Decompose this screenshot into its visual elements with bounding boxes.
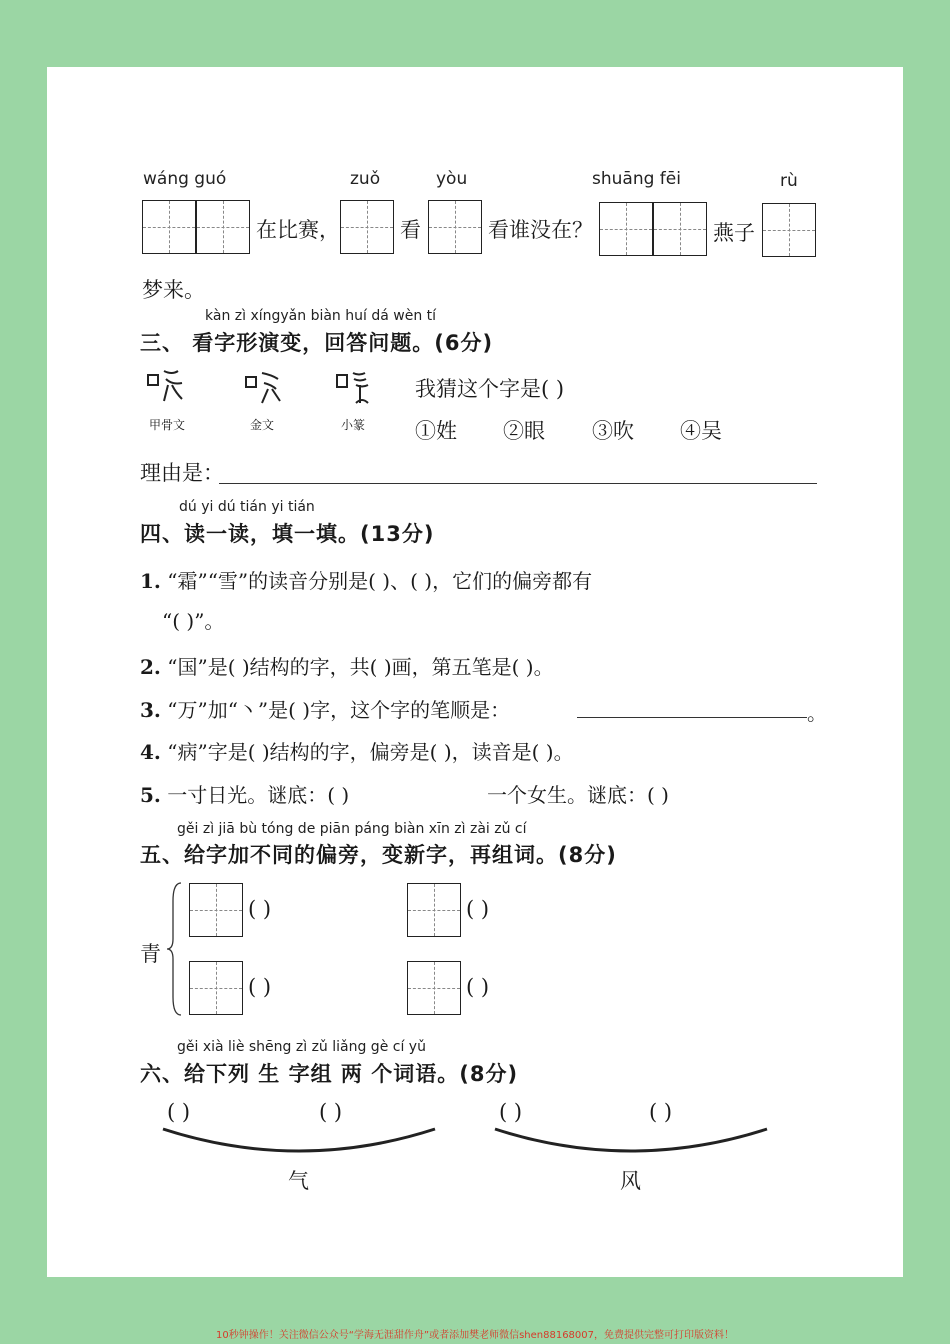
- option-2[interactable]: ②眼: [503, 419, 545, 443]
- pinyin-you: yòu: [436, 169, 468, 189]
- writing-box[interactable]: [189, 883, 243, 937]
- writing-box[interactable]: [653, 202, 707, 256]
- writing-box[interactable]: [189, 961, 243, 1015]
- writing-box[interactable]: [762, 203, 816, 257]
- character-qi: 气: [288, 1169, 309, 1193]
- poem-text: 梦来。: [142, 278, 205, 302]
- question-5-number: 5.: [140, 783, 161, 807]
- section5-pinyin: gěi zì jiā bù tóng de piān páng biàn xīn zì zài zǔ cí: [177, 821, 527, 837]
- arc-connector-icon: [161, 1125, 437, 1155]
- question-4-text: “病”字是( )结构的字，偏旁是( )，读音是( )。: [167, 740, 574, 764]
- word-paren: ( ): [167, 1100, 191, 1124]
- question-3-number: 3.: [140, 698, 161, 722]
- option-4[interactable]: ④吴: [680, 419, 722, 443]
- seal-glyph: [334, 369, 374, 412]
- poem-text: 看谁没在？: [488, 218, 593, 242]
- section4-pinyin: dú yi dú tián yi tián: [179, 499, 315, 515]
- writing-box[interactable]: [428, 200, 482, 254]
- question-2: [140, 651, 554, 680]
- section6-title: 六、给下列 生 字组 两 个词语。(8分): [140, 1062, 519, 1086]
- question-1: [140, 565, 592, 594]
- pinyin-zuo: zuǒ: [350, 169, 381, 189]
- question-5-riddle-a: 一寸日光。谜底：( ): [167, 783, 350, 807]
- poem-text: 在比赛，: [256, 218, 340, 242]
- question-3: [140, 694, 510, 723]
- question-5-riddle-b: 一个女生。谜底：( ): [487, 783, 669, 807]
- footer-notice: 10秒钟操作！关注微信公众号“学海无涯甜作舟”或者添加樊老师微信shen88168007，免费提供完整可打印版资料！: [215, 1330, 735, 1341]
- option-3[interactable]: ③吹: [592, 419, 634, 443]
- question-4-number: 4.: [140, 740, 161, 764]
- label-jiaguwen: 甲骨文: [149, 418, 186, 432]
- oracle-bone-glyph: [144, 367, 188, 410]
- poem-text: 燕子: [713, 221, 755, 245]
- word-paren: ( ): [466, 897, 490, 921]
- arc-connector-icon: [493, 1125, 769, 1155]
- question-1-cont: “( )”。: [162, 609, 225, 633]
- writing-box[interactable]: [142, 200, 196, 254]
- writing-box[interactable]: [599, 202, 653, 256]
- guess-question: 我猜这个字是( ): [415, 377, 565, 401]
- reason-label: 理由是：: [140, 461, 224, 485]
- section3-title: 三、 看字形演变，回答问题。(6分): [140, 331, 494, 355]
- word-paren: ( ): [499, 1100, 523, 1124]
- question-1-number: 1.: [140, 569, 161, 593]
- poem-text: 看: [400, 218, 421, 242]
- section5-title: 五、给字加不同的偏旁，变新字，再组词。(8分): [140, 843, 617, 867]
- section6-pinyin: gěi xià liè shēng zì zǔ liǎng gè cí yǔ: [177, 1039, 426, 1055]
- question-2-text: “国”是( )结构的字，共( )画，第五笔是( )。: [167, 655, 554, 679]
- writing-box[interactable]: [407, 961, 461, 1015]
- question-3-text: “万”加“丶”是( )字，这个字的笔顺是：: [167, 698, 511, 722]
- question-5: [140, 779, 349, 808]
- reason-answer-line[interactable]: [219, 462, 817, 484]
- section4-title: 四、读一读，填一填。(13分): [140, 522, 435, 546]
- brace-icon: [167, 881, 183, 1017]
- pinyin-shuangfei: shuāng fēi: [592, 169, 681, 189]
- stroke-order-line[interactable]: [577, 695, 807, 718]
- label-jinwen: 金文: [250, 418, 275, 432]
- question-3-end: 。: [807, 701, 827, 725]
- label-xiaozhuan: 小篆: [341, 418, 366, 432]
- word-paren: ( ): [319, 1100, 343, 1124]
- writing-box[interactable]: [196, 200, 250, 254]
- question-4: [140, 736, 574, 765]
- question-1-text: “霜”“雪”的读音分别是( )、( )，它们的偏旁都有: [167, 569, 593, 593]
- bronze-glyph: [242, 369, 286, 412]
- option-1[interactable]: ①姓: [415, 419, 457, 443]
- base-character: 青: [140, 942, 161, 966]
- word-paren: ( ): [649, 1100, 673, 1124]
- word-paren: ( ): [248, 897, 272, 921]
- word-paren: ( ): [248, 975, 272, 999]
- pinyin-wangguo: wáng guó: [143, 169, 227, 189]
- writing-box[interactable]: [340, 200, 394, 254]
- worksheet-page: [47, 67, 903, 1277]
- section3-pinyin: kàn zì xíngyǎn biàn huí dá wèn tí: [205, 308, 437, 324]
- word-paren: ( ): [466, 975, 490, 999]
- writing-box[interactable]: [407, 883, 461, 937]
- pinyin-ru: rù: [780, 171, 798, 191]
- character-feng: 风: [620, 1169, 641, 1193]
- question-2-number: 2.: [140, 655, 161, 679]
